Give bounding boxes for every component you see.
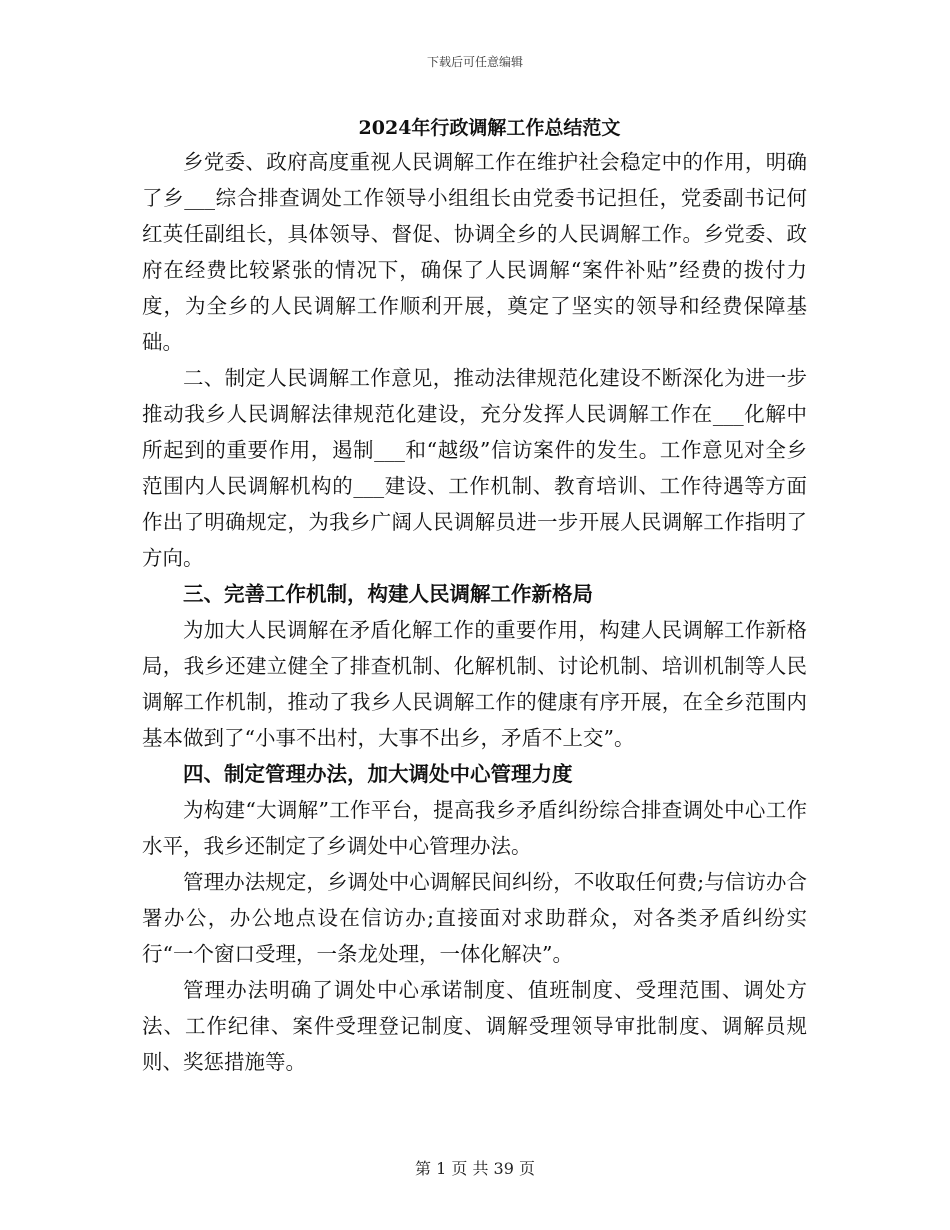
paragraph-section-3: 为加大人民调解在矛盾化解工作的重要作用，构建人民调解工作新格局，我乡还建立健全了排查机制、化解机制、讨论机制、培训机制等人民调解工作机制，推动了我乡人民调解工作的健康有序开展，在全乡范围内基本做到了“小事不出村，大事不出乡，矛盾不上交”。: [142, 618, 807, 750]
heading-section-4: 四、制定管理办法，加大调处中心管理力度: [183, 762, 573, 786]
paragraph-management-rules: 管理办法规定，乡调处中心调解民间纠纷，不收取任何费;与信访办合署办公，办公地点设在信访办;直接面对求助群众，对各类矛盾纠纷实行“一个窗口受理，一条龙处理，一体化解决”。: [142, 870, 807, 966]
paragraph-section-4: 为构建“大调解”工作平台，提高我乡矛盾纠纷综合排查调处中心工作水平，我乡还制定了乡调处中心管理办法。: [142, 798, 807, 858]
paragraph-section-2: 二、制定人民调解工作意见，推动法律规范化建设不断深化为进一步推动我乡人民调解法律规范化建设，充分发挥人民调解工作在___化解中所起到的重要作用，遏制___和“越级”信访案件的发生。工作意见对全乡范围内人民调解机构的___建设、工作机制、教育培训、工作待遇等方面作出了明确规定，为我乡广阔人民调解员进一步开展人民调解工作指明了方向。: [142, 366, 807, 570]
page-header-note: 下载后可任意编辑: [426, 55, 523, 69]
paragraph-intro: 乡党委、政府高度重视人民调解工作在维护社会稳定中的作用，明确了乡___综合排查调处工作领导小组组长由党委书记担任，党委副书记何红英任副组长，具体领导、督促、协调全乡的人民调解工作。乡党委、政府在经费比较紧张的情况下，确保了人民调解“案件补贴”经费的拨付力度，为全乡的人民调解工作顺利开展，奠定了坚实的领导和经费保障基础。: [142, 150, 807, 354]
document-title: 2024年行政调解工作总结范文: [358, 117, 621, 139]
heading-section-3: 三、完善工作机制，构建人民调解工作新格局: [183, 582, 593, 606]
paragraph-management-scope: 管理办法明确了调处中心承诺制度、值班制度、受理范围、调处方法、工作纪律、案件受理登记制度、调解受理领导审批制度、调解员规则、奖惩措施等。: [142, 978, 807, 1074]
page-number: 第 1 页 共 39 页: [415, 1159, 535, 1178]
document-body: [142, 112, 807, 1080]
